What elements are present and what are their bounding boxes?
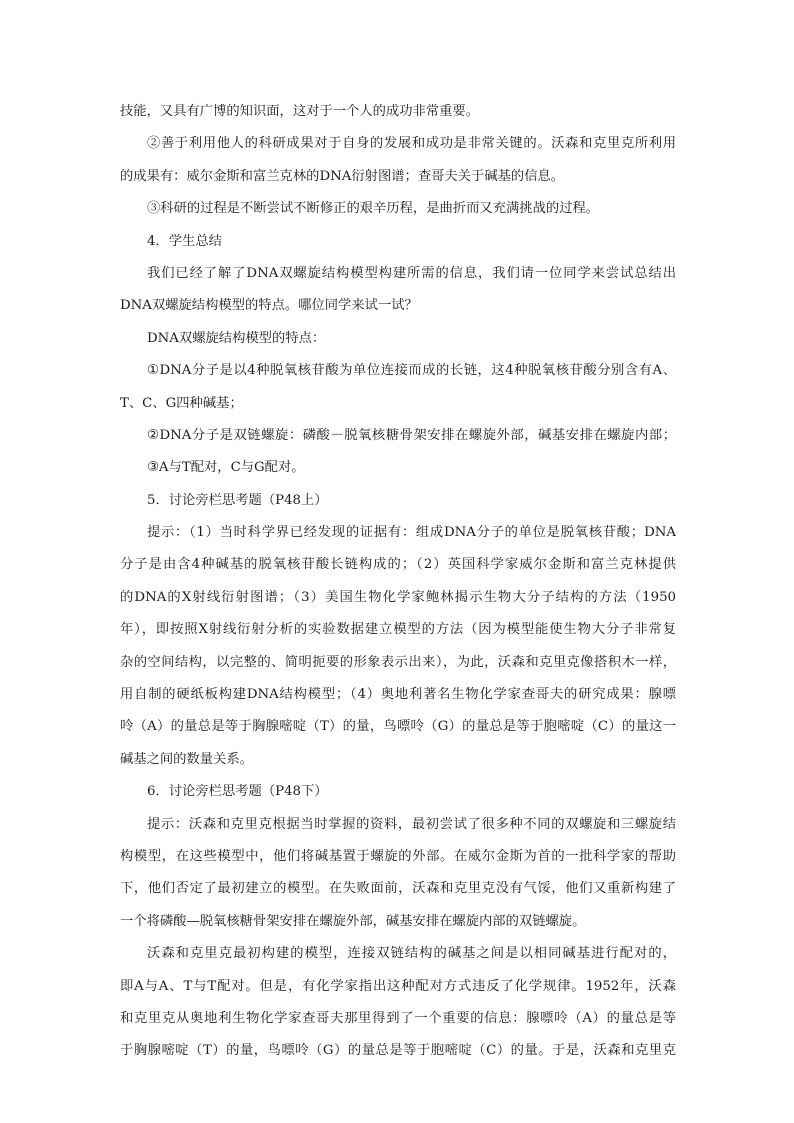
text-line: 分子是由含4种碱基的脱氧核苷酸长链构成的；（2）英国科学家威尔金斯和富兰克林提供 — [120, 557, 676, 573]
text-line: 技能，又具有广博的知识面，这对于一个人的成功非常重要。 — [120, 104, 480, 119]
text-line: DNA双螺旋结构模型的特点： — [147, 330, 326, 346]
text-line: 一个将磷酸—脱氧核糖骨架安排在螺旋外部，碱基安排在螺旋内部的双链螺旋。 — [120, 913, 586, 929]
text-line: 4．学生总结 — [147, 233, 222, 249]
text-line: ②善于利用他人的科研成果对于自身的发展和成功是非常关键的。沃森和克里克所利用 — [147, 136, 676, 152]
text-line: 提示：沃森和克里克根据当时掌握的资料，最初尝试了很多种不同的双螺旋和三螺旋结 — [147, 816, 676, 832]
text-line: 下，他们否定了最初建立的模型。在失败面前，沃森和克里克没有气馁，他们又重新构建了 — [120, 881, 676, 897]
text-line: 我们已经了解了DNA双螺旋结构模型构建所需的信息，我们请一位同学来尝试总结出 — [147, 265, 676, 281]
text-line: 的DNA的X射线衍射图谱；（3）美国生物化学家鲍林揭示生物大分子结构的方法（1950 — [120, 589, 676, 605]
text-line: 杂的空间结构，以完整的、简明扼要的形象表示出来），为此，沃森和克里克像搭积木一样， — [120, 654, 676, 670]
text-line: 6．讨论旁栏思考题（P48下） — [147, 784, 328, 800]
text-line: 用自制的硬纸板构建DNA结构模型；（4）奥地利著名生物化学家查哥夫的研究成果：腺嘌 — [120, 687, 676, 703]
text-line: 于胸腺嘧啶（T）的量，鸟嘌呤（G）的量总是等于胞嘧啶（C）的量。于是，沃森和克里克 — [120, 1043, 676, 1059]
text-line: ②DNA分子是双链螺旋：磷酸－脱氧核糖骨架安排在螺旋外部，碱基安排在螺旋内部； — [147, 427, 676, 443]
text-line: 构模型，在这些模型中，他们将碱基置于螺旋的外部。在威尔金斯为首的一批科学家的帮助 — [120, 848, 676, 864]
document-page — [120, 96, 676, 1068]
text-line: 5．讨论旁栏思考题（P48上） — [147, 492, 328, 508]
text-line: 呤（A）的量总是等于胸腺嘧啶（T）的量，鸟嘌呤（G）的量总是等于胞嘧啶（C）的量这一 — [120, 719, 676, 735]
text-line: ③A与T配对，C与G配对。 — [147, 460, 305, 476]
text-line: 即A与A、T与T配对。但是，有化学家指出这种配对方式违反了化学规律。1952年，沃森 — [120, 978, 676, 994]
text-line: ③科研的过程是不断尝试不断修正的艰辛历程，是曲折而又充满挑战的过程。 — [147, 201, 600, 217]
text-line: DNA双螺旋结构模型的特点。哪位同学来试一试？ — [120, 298, 418, 314]
text-line: 的成果有：威尔金斯和富兰克林的DNA衍射图谱；查哥夫关于碱基的信息。 — [120, 168, 565, 184]
text-line: 碱基之间的数量关系。 — [120, 751, 253, 767]
text-line: 年），即按照X射线衍射分析的实验数据建立模型的方法（因为模型能使生物大分子非常复 — [120, 622, 676, 638]
text-line: 提示：（1）当时科学界已经发现的证据有：组成DNA分子的单位是脱氧核苷酸；DNA — [147, 525, 676, 541]
text-line: 和克里克从奥地利生物化学家查哥夫那里得到了一个重要的信息：腺嘌呤（A）的量总是等 — [120, 1010, 676, 1026]
text-line: T、C、G四种碱基； — [120, 395, 243, 411]
text-line: ①DNA分子是以4种脱氧核苷酸为单位连接而成的长链，这4种脱氧核苷酸分别含有A、 — [147, 363, 676, 379]
text-line: 沃森和克里克最初构建的模型，连接双链结构的碱基之间是以相同碱基进行配对的， — [147, 946, 676, 962]
